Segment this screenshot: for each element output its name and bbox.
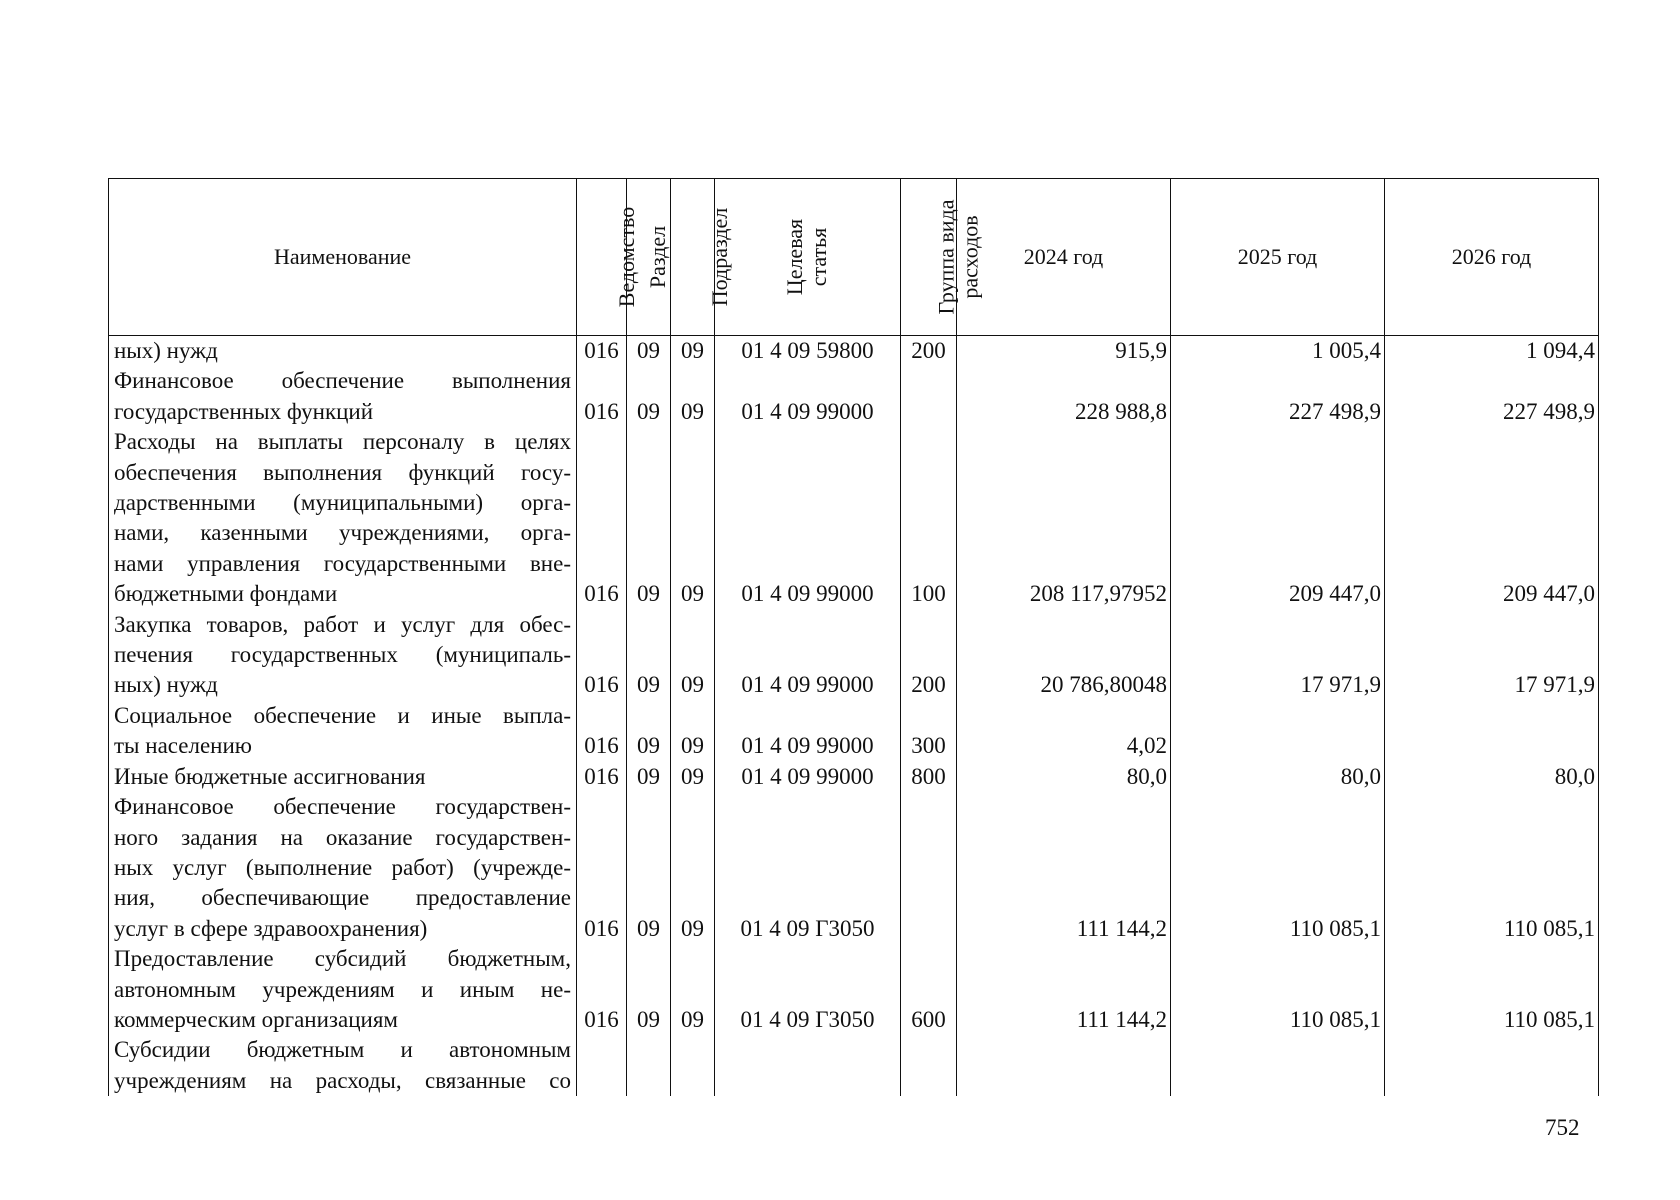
row-value-2024: 208 117,97952 [957,427,1171,609]
row-podrazdel: 09 [671,792,715,944]
row-value-2024: 228 988,8 [957,366,1171,427]
row-name-cell [109,366,577,427]
row-tselevaya-statya: 01 4 09 99000 [715,427,901,609]
row-gruppa: 200 [901,610,957,701]
row-value-2024: 20 786,80048 [957,610,1171,701]
row-gruppa: 100 [901,427,957,609]
row-vedomstvo: 016 [577,427,627,609]
row-value-2026: 80,0 [1385,762,1599,792]
row-vedomstvo: 016 [577,610,627,701]
row-value-2024: 111 144,2 [957,944,1171,1035]
header-year-2024: 2024 год [957,179,1171,336]
header-razdel: Раздел [627,179,671,336]
row-gruppa: 800 [901,762,957,792]
row-name-line: ния, обеспечивающие предоставление [114,885,571,911]
row-name-line: ных) нужд [114,338,218,363]
row-name-line: автономным учреждениям и иным не- [114,976,571,1002]
row-name-line: ного задания на оказание государствен- [114,824,571,850]
row-value-2026: 110 085,1 [1385,792,1599,944]
row-name-line: Закупка товаров, работ и услуг для обес- [114,611,571,637]
row-razdel: 09 [627,701,671,762]
page-number: 752 [1545,1115,1580,1140]
row-razdel: 09 [627,427,671,609]
row-value-2025 [1171,701,1385,762]
row-name-cell [109,701,577,762]
row-value-2026 [1385,701,1599,762]
row-name-line: ных) нужд [114,672,218,698]
row-vedomstvo: 016 [577,944,627,1035]
row-value-2024: 111 144,2 [957,792,1171,944]
table-body [109,336,1599,1097]
row-value-2026: 110 085,1 [1385,944,1599,1035]
row-name-cell [109,610,577,701]
row-name-line: Социальное обеспечение и иные выпла- [114,702,571,728]
row-name-line: коммерческим организациям [114,1006,398,1032]
row-podrazdel: 09 [671,944,715,1035]
header-year-2026: 2026 год [1385,179,1599,336]
table-header-row [109,179,1599,336]
row-gruppa: 300 [901,701,957,762]
row-gruppa [901,792,957,944]
row-value-2026: 209 447,0 [1385,427,1599,609]
row-value-2024 [957,1035,1171,1096]
row-razdel: 09 [627,762,671,792]
row-tselevaya-statya: 01 4 09 99000 [715,701,901,762]
row-gruppa: 600 [901,944,957,1035]
row-gruppa [901,366,957,427]
row-name-cell [109,944,577,1035]
row-value-2024: 915,9 [957,336,1171,367]
row-name-cell [109,336,577,367]
row-value-2025: 227 498,9 [1171,366,1385,427]
table-row [109,701,1599,762]
row-value-2026 [1385,1035,1599,1096]
row-podrazdel: 09 [671,366,715,427]
row-gruppa [901,1035,957,1096]
budget-table [108,178,1599,1096]
table-row [109,762,1599,792]
row-podrazdel: 09 [671,701,715,762]
row-podrazdel: 09 [671,762,715,792]
row-value-2025 [1171,1035,1385,1096]
row-vedomstvo: 016 [577,792,627,944]
row-tselevaya-statya: 01 4 09 Г3050 [715,792,901,944]
row-value-2025: 80,0 [1171,762,1385,792]
row-name-line: учреждениям на расходы, связанные со [114,1067,571,1093]
row-razdel [627,1035,671,1096]
row-name-line: государственных функций [114,398,374,424]
row-razdel: 09 [627,610,671,701]
row-podrazdel: 09 [671,427,715,609]
row-name-line: дарственными (муниципальными) орга- [114,490,571,516]
row-value-2025: 17 971,9 [1171,610,1385,701]
row-name-line: нами управления государственными вне- [114,550,571,576]
row-gruppa: 200 [901,336,957,367]
row-tselevaya-statya: 01 4 09 Г3050 [715,944,901,1035]
table-row [109,792,1599,944]
row-value-2025: 110 085,1 [1171,944,1385,1035]
row-value-2026: 227 498,9 [1385,366,1599,427]
row-name-cell [109,427,577,609]
row-vedomstvo: 016 [577,701,627,762]
row-tselevaya-statya [715,1035,901,1096]
row-name-line: бюджетными фондами [114,581,338,607]
row-razdel: 09 [627,366,671,427]
row-podrazdel: 09 [671,610,715,701]
header-podrazdel: Подраздел [671,179,715,336]
row-vedomstvo: 016 [577,336,627,367]
table-row [109,1035,1599,1096]
table-row [109,366,1599,427]
row-name-line: Расходы на выплаты персоналу в целях [114,429,571,455]
row-tselevaya-statya: 01 4 09 99000 [715,610,901,701]
row-tselevaya-statya: 01 4 09 99000 [715,762,901,792]
header-tselevaya-statya: Целевая статья [715,179,901,336]
row-value-2024: 80,0 [957,762,1171,792]
row-name-line: ты населению [114,733,252,759]
row-name-line: нами, казенными учреждениями, орга- [114,520,571,546]
table-row [109,944,1599,1035]
row-name-line: услуг в сфере здравоохранения) [114,915,428,941]
row-name-line: Иные бюджетные ассигнования [114,763,426,789]
row-value-2026: 17 971,9 [1385,610,1599,701]
header-gruppa-vida-rashodov: Группа вида расходов [901,179,957,336]
row-name-line: обеспечения выполнения функций госу- [114,459,571,485]
row-name-line: Предоставление субсидий бюджетным, [114,946,571,972]
row-name-cell [109,792,577,944]
row-name-line: печения государственных (муниципаль- [114,642,571,668]
row-vedomstvo: 016 [577,762,627,792]
row-podrazdel: 09 [671,336,715,367]
row-tselevaya-statya: 01 4 09 59800 [715,336,901,367]
row-razdel: 09 [627,944,671,1035]
row-name-line: Финансовое обеспечение выполнения [114,368,571,394]
row-name-line: ных услуг (выполнение работ) (учрежде- [114,854,571,880]
row-name-cell [109,762,577,792]
row-podrazdel [671,1035,715,1096]
row-value-2024: 4,02 [957,701,1171,762]
row-value-2025: 209 447,0 [1171,427,1385,609]
row-value-2025: 110 085,1 [1171,792,1385,944]
table-row [109,610,1599,701]
row-name-cell [109,1035,577,1096]
row-vedomstvo: 016 [577,366,627,427]
row-razdel: 09 [627,792,671,944]
row-value-2026: 1 094,4 [1385,336,1599,367]
table-row [109,336,1599,367]
header-vedomstvo: Ведомство [577,179,627,336]
row-razdel: 09 [627,336,671,367]
header-name: Наименование [109,179,577,336]
table-row [109,427,1599,609]
row-vedomstvo [577,1035,627,1096]
header-year-2025: 2025 год [1171,179,1385,336]
row-value-2025: 1 005,4 [1171,336,1385,367]
row-tselevaya-statya: 01 4 09 99000 [715,366,901,427]
row-name-line: Финансовое обеспечение государствен- [114,794,571,820]
row-name-line: Субсидии бюджетным и автономным [114,1037,571,1063]
